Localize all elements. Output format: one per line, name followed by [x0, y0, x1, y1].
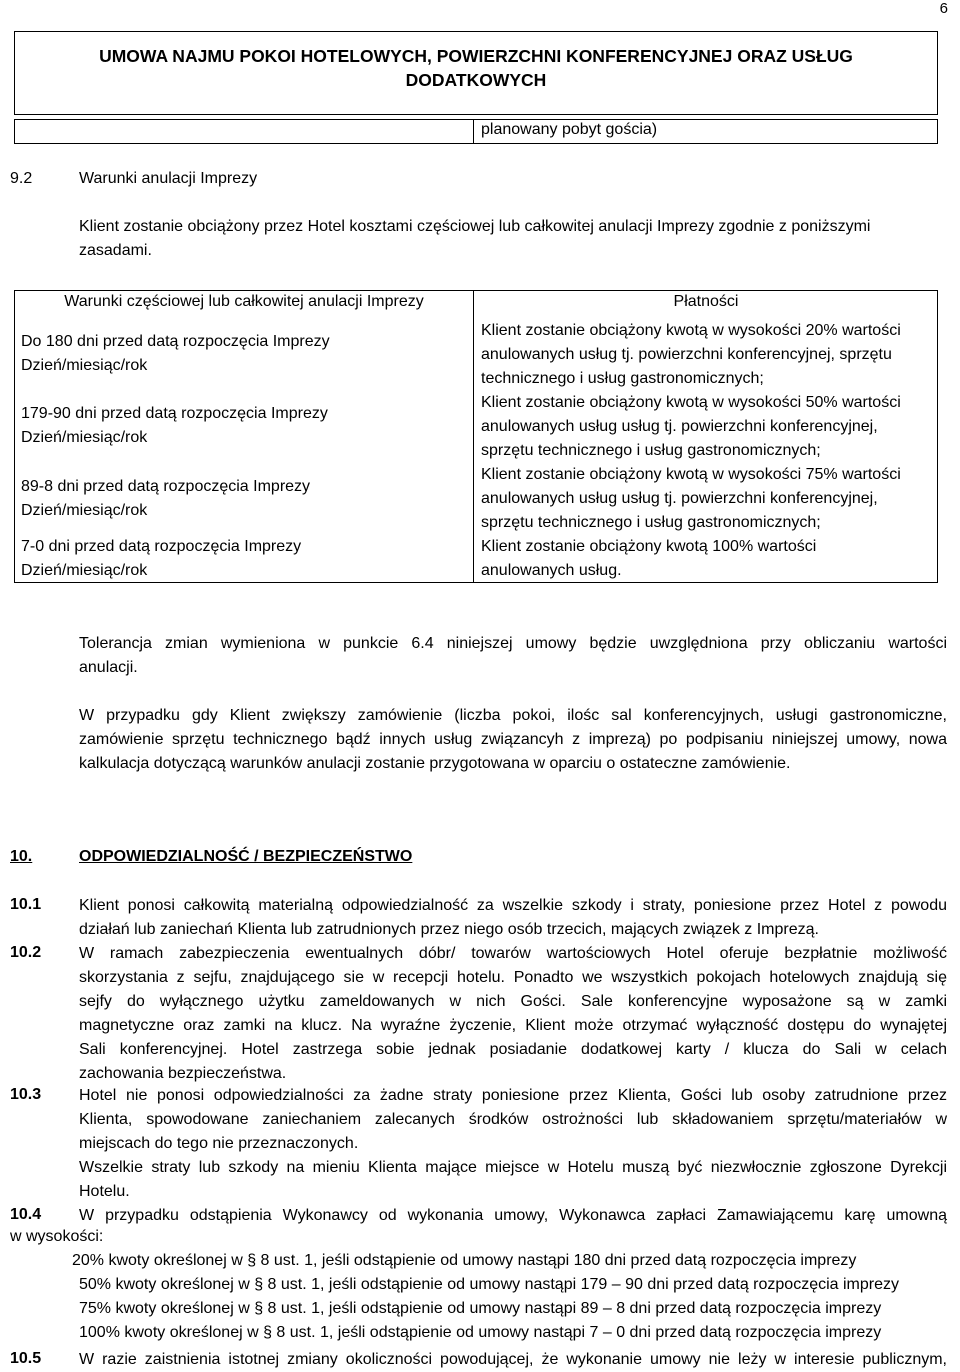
- term-date: Dzień/miesiąc/rok: [21, 429, 148, 446]
- term-date: Dzień/miesiąc/rok: [21, 562, 148, 579]
- section-10-number: 10.: [10, 848, 33, 865]
- term-text: Do 180 dni przed datą rozpoczęcia Imprezy: [21, 333, 330, 350]
- clause-10-5-number: 10.5: [10, 1350, 42, 1367]
- table-row-payment-2: [481, 391, 933, 463]
- tolerance-paragraph: [79, 632, 947, 680]
- clause-line: miejscach do tego nie przeznaczonych.: [79, 1135, 359, 1152]
- table-row-term-1: [21, 330, 330, 378]
- title-line-2: DODATKOWYCH: [405, 70, 547, 90]
- clause-10-4-continuation: w wysokości:: [10, 1228, 104, 1245]
- clause-line: działań lub zaniechań Klienta lub zatrudnionych przez niego osób trzecich, mających związek z Imprezą.: [79, 921, 819, 938]
- section-9-2-intro-line-1: Klient zostanie obciążony przez Hotel kosztami częściowej lub całkowitej anulacji Imprezy zgodnie z poniższymi: [79, 218, 871, 235]
- clause-line: Hotelu.: [79, 1183, 130, 1200]
- section-9-2-intro-line-2: zasadami.: [79, 242, 152, 259]
- penalty-line-75: 75% kwoty określonej w § 8 ust. 1, jeśli odstąpienie od umowy nastąpi 89 – 8 dni przed datą rozpoczęcia imprezy: [79, 1300, 882, 1317]
- order-increase-paragraph: [79, 704, 947, 776]
- clause-10-1-text: [79, 894, 947, 942]
- table-row-payment-4: [481, 535, 933, 583]
- clause-10-1-number: 10.1: [10, 896, 42, 913]
- payment-line: Klient zostanie obciążony kwotą w wysokości 20% wartości: [481, 322, 901, 339]
- payment-line: Klient zostanie obciążony kwotą 100% wartości: [481, 538, 817, 555]
- clause-line: zachowania bezpieczeństwa.: [79, 1065, 287, 1082]
- clause-10-4-number: 10.4: [10, 1206, 42, 1223]
- clause-10-4-text: [79, 1204, 947, 1228]
- payment-line: Klient zostanie obciążony kwotą w wysokości 50% wartości: [481, 394, 901, 411]
- table-row-payment-1: [481, 319, 933, 391]
- payment-line: anulowanych usług tj. powierzchni konferencyjnej, sprzętu: [481, 346, 892, 363]
- tolerance-line-2: anulacji.: [79, 659, 138, 676]
- payment-line: sprzętu technicznego i usług gastronomicznych;: [481, 514, 821, 531]
- payment-line: anulowanych usług usług tj. powierzchni konferencyjnej,: [481, 490, 878, 507]
- clause-10-2-text: [79, 942, 947, 1086]
- section-9-2-number: 9.2: [10, 170, 33, 187]
- increase-line-1: W przypadku gdy Klient zwiększy zamówienie (liczba pokoi, ilośc sal konferencyjnych, usługi gastronomiczne,: [79, 707, 947, 724]
- table-header-conditions: Warunki częściowej lub całkowitej anulacji Imprezy: [64, 293, 424, 310]
- payment-line: sprzętu technicznego i usług gastronomicznych;: [481, 442, 821, 459]
- payment-line: technicznego i usług gastronomicznych;: [481, 370, 764, 387]
- table-divider: [473, 291, 474, 582]
- clause-line: sejfy do wyłącznego użytku zameldowanych w nich Gości. Sale konferencyjne wyposażone są w zamki: [79, 993, 947, 1010]
- table-header-payments: Płatności: [673, 293, 739, 310]
- clause-line: Wszelkie straty lub szkody na mieniu Klienta mające miejsce w Hotelu muszą być niezwłocznie zgłoszone Dyrekcji: [79, 1159, 947, 1176]
- cancellation-table: [14, 290, 938, 583]
- increase-line-2: zamówienie sprzętu technicznego bądź innych usług związancyh z imprezą) po podpisaniu niniejszej umowy, nowa: [79, 731, 947, 748]
- term-date: Dzień/miesiąc/rok: [21, 502, 148, 519]
- clause-line: magnetyczne oraz zamki na klucz. Na wyraźne życzenie, Klient może otrzymać wyłączność dostępu do wynajętej: [79, 1017, 947, 1034]
- tolerance-line-1: Tolerancja zmian wymieniona w punkcie 6.4 niniejszej umowy będzie uwzględniona przy obliczaniu wartości: [79, 635, 947, 652]
- term-text: 179-90 dni przed datą rozpoczęcia Imprezy: [21, 405, 328, 422]
- penalty-line-50: 50% kwoty określonej w § 8 ust. 1, jeśli odstąpienie od umowy nastąpi 179 – 90 dni przed datą rozpoczęcia imprezy: [79, 1276, 900, 1293]
- clause-line: Sali konferencyjnej. Hotel zastrzega sobie jednak posiadanie dodatkowej karty / klucza do Sali w celach: [79, 1041, 947, 1058]
- table-row-term-2: [21, 402, 328, 450]
- clause-10-2-number: 10.2: [10, 944, 42, 961]
- table-row-payment-3: [481, 463, 933, 535]
- table-row-term-4: [21, 535, 301, 583]
- clause-line: Hotel nie ponosi odpowiedzialności za żadne straty poniesione przez Klienta, Gości lub osoby zatrudnione przez: [79, 1087, 947, 1104]
- document-title: [14, 31, 938, 115]
- previous-table-row: [14, 119, 938, 144]
- penalty-line-20: 20% kwoty określonej w § 8 ust. 1, jeśli odstąpienie od umowy nastąpi 180 dni przed datą rozpoczęcia imprezy: [72, 1252, 857, 1269]
- penalty-line-100: 100% kwoty określonej w § 8 ust. 1, jeśli odstąpienie od umowy nastąpi 7 – 0 dni przed datą rozpoczęcia imprezy: [79, 1324, 882, 1341]
- increase-line-3: kalkulacja dotyczącą warunków anulacji zostanie przygotowana w oparciu o ostateczne zamówienie.: [79, 755, 791, 772]
- section-9-2-title: Warunki anulacji Imprezy: [79, 170, 258, 187]
- term-text: 7-0 dni przed datą rozpoczęcia Imprezy: [21, 538, 302, 555]
- clause-line: W razie zaistnienia istotnej zmiany okoliczności powodującej, że wykonanie umowy nie leży w interesie publicznym,: [79, 1351, 947, 1368]
- title-line-1: UMOWA NAJMU POKOI HOTELOWYCH, POWIERZCHNI KONFERENCYJNEJ ORAZ USŁUG: [99, 46, 853, 66]
- clause-line: W przypadku odstąpienia Wykonawcy od wykonania umowy, Wykonawca zapłaci Zamawiającemu karę umowną: [79, 1207, 947, 1224]
- clause-10-3-text: [79, 1084, 947, 1204]
- term-text: 89-8 dni przed datą rozpoczęcia Imprezy: [21, 478, 311, 495]
- clause-10-3-number: 10.3: [10, 1086, 42, 1103]
- clause-line: W ramach zabezpieczenia ewentualnych dóbr/ towarów wartościowych Hotel oferuje bezpłatnie możliwość: [79, 945, 947, 962]
- payment-line: anulowanych usług usług tj. powierzchni konferencyjnej,: [481, 418, 878, 435]
- term-date: Dzień/miesiąc/rok: [21, 357, 148, 374]
- payment-line: Klient zostanie obciążony kwotą w wysokości 75% wartości: [481, 466, 901, 483]
- clause-line: Klient ponosi całkowitą materialną odpowiedzialność za wszelkie szkody i straty, poniesione przez Hotel z powodu: [79, 897, 947, 914]
- section-10-title: ODPOWIEDZIALNOŚĆ / BEZPIECZEŃSTWO: [79, 848, 413, 865]
- clause-line: skorzystania z sejfu, znajdującego sie w recepcji hotelu. Ponadto we wszystkich pokojach hotelowych znajdują się: [79, 969, 947, 986]
- cell-divider: [473, 120, 474, 143]
- page-number: 6: [939, 0, 948, 17]
- payment-line: anulowanych usług.: [481, 562, 622, 579]
- clause-10-5-text: [79, 1348, 947, 1372]
- previous-table-cell: planowany pobyt gościa): [481, 121, 658, 138]
- clause-line: Klienta, spowodowane zaniechaniem zalecanych środków ostrożności lub składowaniem sprzętu/materiałów w: [79, 1111, 947, 1128]
- table-row-term-3: [21, 475, 310, 523]
